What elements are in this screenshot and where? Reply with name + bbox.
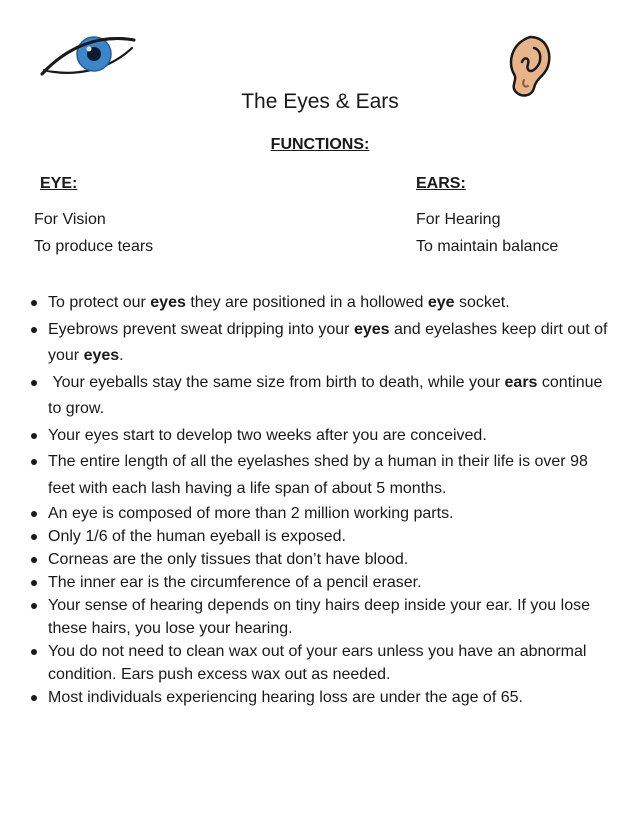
fact-item: The entire length of all the eyelashes shed by a human in their life is over 98 feet with each lash having a life span of about 5 months. [28,449,608,502]
eye-heading: EYE: [40,175,78,192]
ears-function-1: For Hearing [416,211,501,228]
eye-function-1: For Vision [34,211,106,228]
fact-item: The inner ear is the circumference of a pencil eraser. [28,571,608,594]
facts-list [28,290,608,709]
eye-icon [38,28,138,80]
fact-item: You do not need to clean wax out of your ears unless you have an abnormal condition. Ears push excess wax out as needed. [28,640,608,686]
fact-item: To protect our eyes they are positioned in a hollowed eye socket. [28,290,608,317]
fact-item: An eye is composed of more than 2 million working parts. [28,502,608,525]
fact-item: Your eyes start to develop two weeks after you are conceived. [28,423,608,450]
fact-item: Your sense of hearing depends on tiny hairs deep inside your ear. If you lose these hairs, you lose your hearing. [28,594,608,640]
ears-function-2: To maintain balance [416,238,559,255]
page-title: The Eyes & Ears [241,90,399,113]
fact-item: Eyebrows prevent sweat dripping into your eyes and eyelashes keep dirt out of your eyes. [28,317,608,370]
ears-heading: EARS: [416,175,466,192]
fact-item: Your eyeballs stay the same size from birth to death, while your ears continue to grow. [28,370,608,423]
fact-item: Most individuals experiencing hearing loss are under the age of 65. [28,686,608,709]
fact-item: Only 1/6 of the human eyeball is exposed. [28,525,608,548]
functions-heading: FUNCTIONS: [270,136,370,153]
eye-function-2: To produce tears [34,238,154,255]
fact-item: Corneas are the only tissues that don’t have blood. [28,548,608,571]
